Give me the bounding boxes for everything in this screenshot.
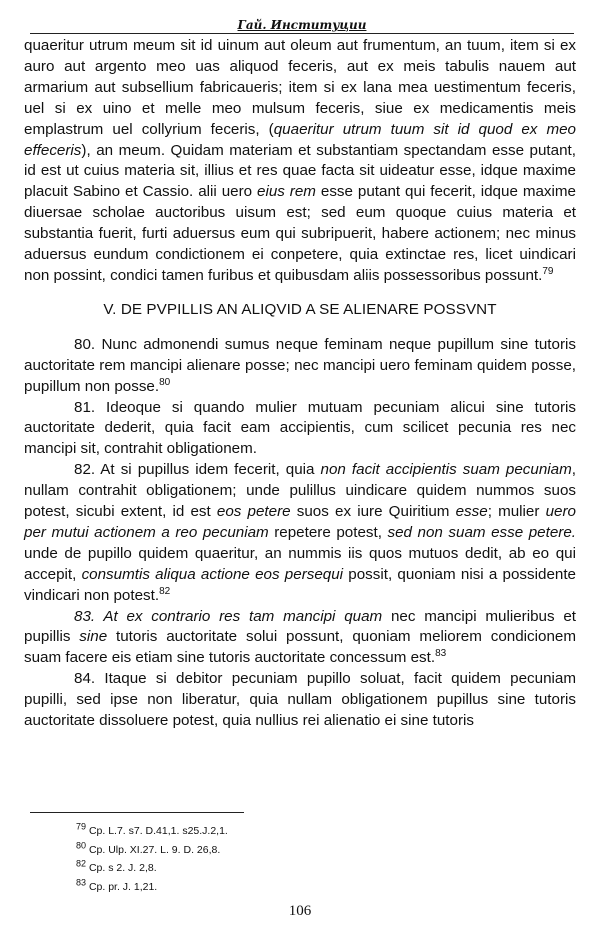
footnotes <box>76 822 228 896</box>
header-rule <box>30 33 574 34</box>
paragraph-81: 81. Ideoque si quando mulier mutuam pecuniam alicui sine tutoris auctoritate dederit, quia facit eam accipientis, cum scilicet pecunia res nec mancipi sit, contrahit obligationem. <box>24 398 576 458</box>
footnote-83: $^{83}$ Cp. pr. J. 1,21. <box>76 877 158 893</box>
page-number: 106 <box>288 903 312 919</box>
paragraph-80: 80. Nunc admonendi sumus neque feminam neque pupillum sine tutoris auctoritate rem mancipi alienare posse; nec mancipi uero feminam quidem posse, pupillum non posse.$^{80}$ <box>24 335 576 395</box>
continuation-paragraph: quaeritur utrum meum sit id uinum aut oleum aut frumentum, an tuum, item si ex auro aut argento meo uas aliquod feceris, aut ex meis tabulis nauem aut armarium aut subsellium fabricaueris; item si ex lana mea uestimentum feceris, uel si ex uino et melle meo mulsum feceris, siue ex medicamentis meis emplastrum uel collyrium feceris, (quaeritur utrum tuum sit id quod ex meo effeceris), an meum. Quidam materiam et substantiam spectandam esse putant, id est ut cuius materia sit, illius et res quae facta sit uideatur esse, idque maxime placuit Sabino et Cassio. alii uero eius rem esse putant qui fecerit, idque maxime diuersae scholae auctoribus uisum est; sed eum quoque cuius materia et substantia fuerit, furti aduersus eum qui subripuerit, habere actionem; nec minus aduersus eundum condictionem ei conpetere, quia extinctae res, licet uindicari non possint, condici tamen furibus et quibusdam aliis possessoribus possunt.$^{79}$ <box>24 37 576 284</box>
footnote-separator <box>30 812 244 813</box>
paragraph-83: 83. At ex contrario res tam mancipi quam nec mancipi mulieribus et pupillis sine tutoris auctoritate solui possunt, quoniam meliorem condicionem suam facere eis etiam sine tutoris auctoritate concessum est.$^{83}$ <box>24 607 577 667</box>
footnote-ref-79[interactable]: 79 <box>542 265 554 277</box>
footnote-ref-82[interactable]: 82 <box>159 585 171 597</box>
paragraph-84: 84. Itaque si debitor pecuniam pupillo soluat, facit quidem pecuniam pupilli, sed ipse non liberatur, quia nullam obligationem pupillus sine tutoris auctoritate dissoluere potest, quia nullius rei alienatio ei sine tutoris <box>24 670 576 730</box>
main-text <box>24 36 576 732</box>
footnote-82: $^{82}$ Cp. s 2. J. 2,8. <box>76 858 157 874</box>
paragraph-82: 82. At si pupillus idem fecerit, quia non facit accipientis suam pecuniam, nullam contrahit obligationem; unde pulillus uindicare quidem nummos suos potest, sicubi extent, id est eos petere suos ex iure Quiritium esse; mulier uero per mutui actionem a reo pecuniam repetere potest, sed non suam esse petere. unde de pupillo quidem quaeritur, an nummis iis quos mutuos dedit, ab eo qui accepit, consumtis aliqua actione eos persequi possit, quoniam nisi a possidente vindicari non potest.$^{82}$ <box>24 461 577 604</box>
footnote-79: $^{79}$ Cp. L.7. s7. D.41,1. s25.J.2,1. <box>76 821 228 837</box>
header-title: Гай. Институции <box>232 18 373 32</box>
footnote-ref-80[interactable]: 80 <box>159 376 171 388</box>
footnote-ref-83[interactable]: 83 <box>435 648 447 660</box>
running-header <box>30 18 574 38</box>
section-heading: V. DE PVPILLIS AN ALIQVID A SE ALIENARE POSSVNT <box>103 300 497 318</box>
footnote-80: $^{80}$ Cp. Ulp. XI.27. L. 9. D. 26,8. <box>76 840 221 856</box>
